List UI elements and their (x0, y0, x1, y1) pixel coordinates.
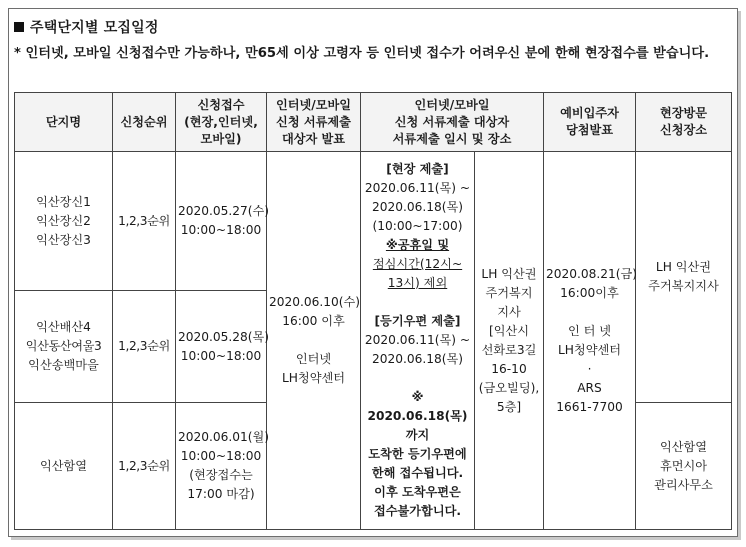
notice-text: * 인터넷, 모바일 신청접수만 가능하나, 만65세 이상 고령자 등 인터넷 접수가 어려우신 분에 한해 현장접수를 받습니다. (14, 46, 710, 61)
header-winner: 예비입주자 당첨발표 (544, 93, 636, 152)
complex-name: 익산장신1 익산장신2 익산장신3 (15, 152, 113, 291)
apply-date: 2020.06.01(월) 10:00~18:00 (현장접수는 17:00 마감) (176, 403, 267, 530)
submit-place: LH 익산권 주거복지 지사 [익산시 선화로3길 16-10 (금오빌딩), 5층] (475, 152, 544, 530)
schedule-table (14, 92, 732, 530)
announce-date: 2020.06.10(수) 16:00 이후 인터넷 LH청약센터 (267, 152, 361, 530)
submit-schedule: [현장 제출] 2020.06.11(목) ~ 2020.06.18(목) (10:00~17:00) ※공휴일 및 점심시간(12시~ 13시) 제외 [등기우편 제출] 2020.06.11(목) ~ 2020.06.18(목) ※ 2020.06.18(목)까지 도착한 등기우편에 한해 접수됩니다. 이후 도착우편은 접수불가합니다. (361, 152, 475, 530)
header-order: 신청순위 (113, 93, 176, 152)
header-visit: 현장방문 신청장소 (636, 93, 732, 152)
complex-name: 익산배산4 익산동산여울3 익산송백마을 (15, 291, 113, 403)
header-complex: 단지명 (15, 93, 113, 152)
square-bullet-icon (14, 22, 24, 32)
table-header-row (15, 93, 732, 152)
winner-announce: 2020.08.21(금) 16:00이후 인 터 넷 LH청약센터 · ARS 1661-7700 (544, 152, 636, 530)
header-announce: 인터넷/모바일 신청 서류제출 대상자 발표 (267, 93, 361, 152)
table-row (15, 152, 732, 291)
apply-order: 1,2,3순위 (113, 152, 176, 291)
apply-date: 2020.05.27(수) 10:00~18:00 (176, 152, 267, 291)
header-apply: 신청접수 (현장,인터넷, 모바일) (176, 93, 267, 152)
header-submit: 인터넷/모바일 신청 서류제출 대상자 서류제출 일시 및 장소 (361, 93, 544, 152)
apply-date: 2020.05.28(목) 10:00~18:00 (176, 291, 267, 403)
apply-order: 1,2,3순위 (113, 291, 176, 403)
visit-place-complex: 익산함열 휴먼시아 관리사무소 (636, 403, 732, 530)
complex-name: 익산함열 (15, 403, 113, 530)
visit-place-lh: LH 익산권 주거복지지사 (636, 152, 732, 403)
section-title: 주택단지별 모집일정 (30, 20, 159, 36)
apply-order: 1,2,3순위 (113, 403, 176, 530)
section-heading (14, 17, 159, 37)
